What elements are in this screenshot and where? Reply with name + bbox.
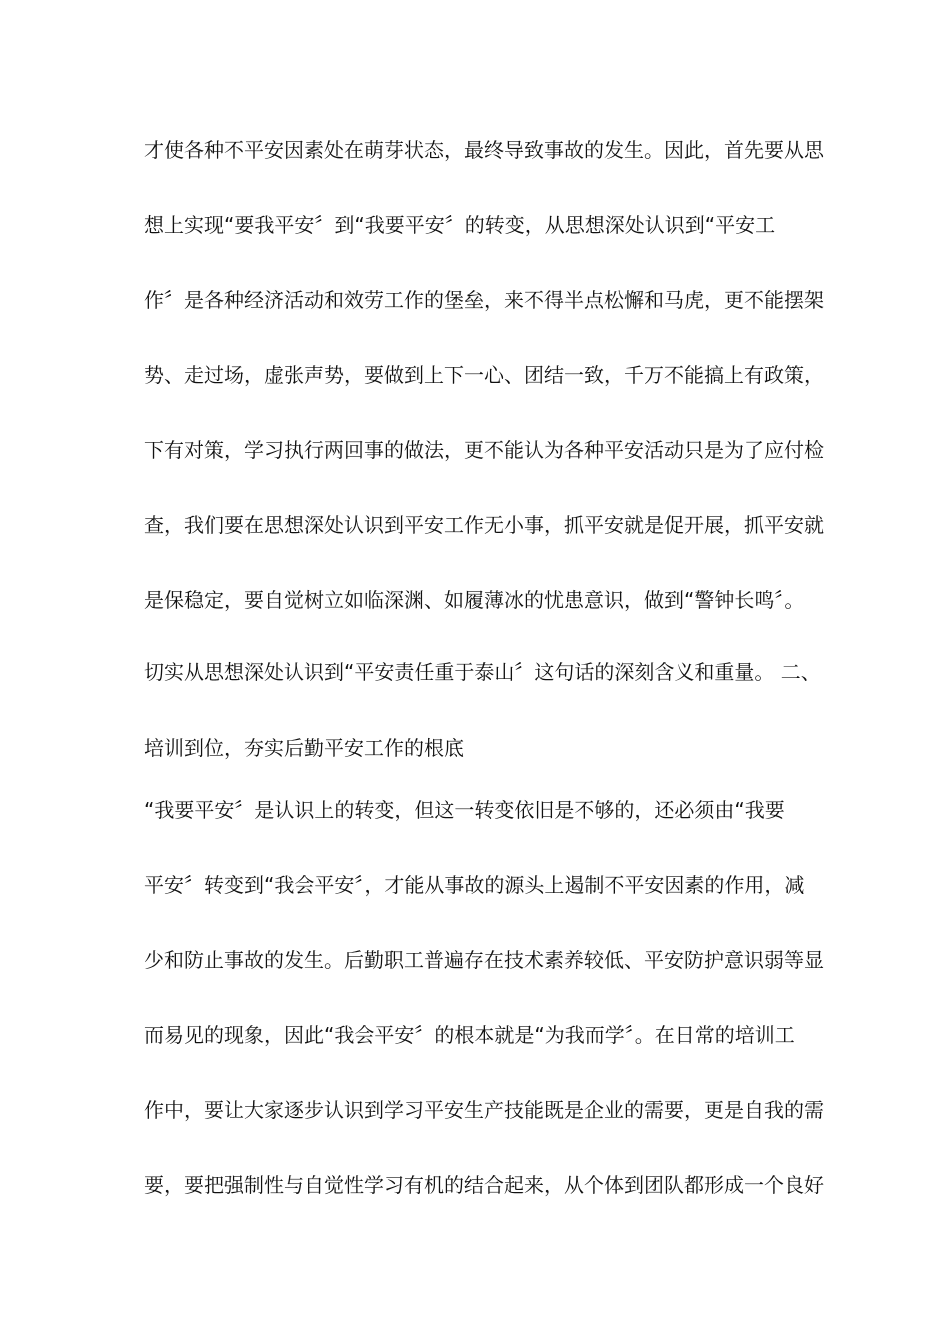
text-line-12: 少和防止事故的发生。后勤职工普遍存在技术素养较低、平安防护意识弱等显 — [144, 948, 824, 972]
text-line-2: 想上实现“要我平安〞到“我要平安〞的转变，从思想深处认识到“平安工 — [144, 213, 776, 237]
text-line-6: 查，我们要在思想深处认识到平安工作无小事，抓平安就是促开展，抓平安就 — [144, 513, 824, 537]
text-line-15: 要，要把强制性与自觉性学习有机的结合起来，从个体到团队都形成一个良好 — [144, 1173, 824, 1197]
text-line-13: 而易见的现象，因此“我会平安〞的根本就是“为我而学〞。在日常的培训工 — [144, 1023, 795, 1047]
section-heading: 培训到位，夯实后勤平安工作的根底 — [144, 736, 464, 760]
text-line-5: 下有对策，学习执行两回事的做法，更不能认为各种平安活动只是为了应付检 — [144, 438, 824, 462]
text-line-7: 是保稳定，要自觉树立如临深渊、如履薄冰的忧患意识，做到“警钟长鸣〞。 — [144, 588, 805, 612]
text-line-14: 作中，要让大家逐步认识到学习平安生产技能既是企业的需要，更是自我的需 — [144, 1098, 824, 1122]
text-line-4: 势、走过场，虚张声势，要做到上下一心、团结一致，千万不能搞上有政策， — [144, 363, 824, 387]
text-line-11: 平安〞转变到“我会平安〞，才能从事故的源头上遏制不平安因素的作用，减 — [144, 873, 805, 897]
text-line-8: 切实从思想深处认识到“平安责任重于泰山〞这句话的深刻含义和重量。 二、 — [144, 660, 821, 684]
text-line-10: “我要平安〞是认识上的转变，但这一转变依旧是不够的，还必须由“我要 — [144, 798, 785, 822]
text-line-1: 才使各种不平安因素处在萌芽状态，最终导致事故的发生。因此，首先要从思 — [144, 138, 824, 162]
text-line-3: 作〞是各种经济活动和效劳工作的堡垒，来不得半点松懈和马虎，更不能摆架 — [144, 288, 824, 312]
